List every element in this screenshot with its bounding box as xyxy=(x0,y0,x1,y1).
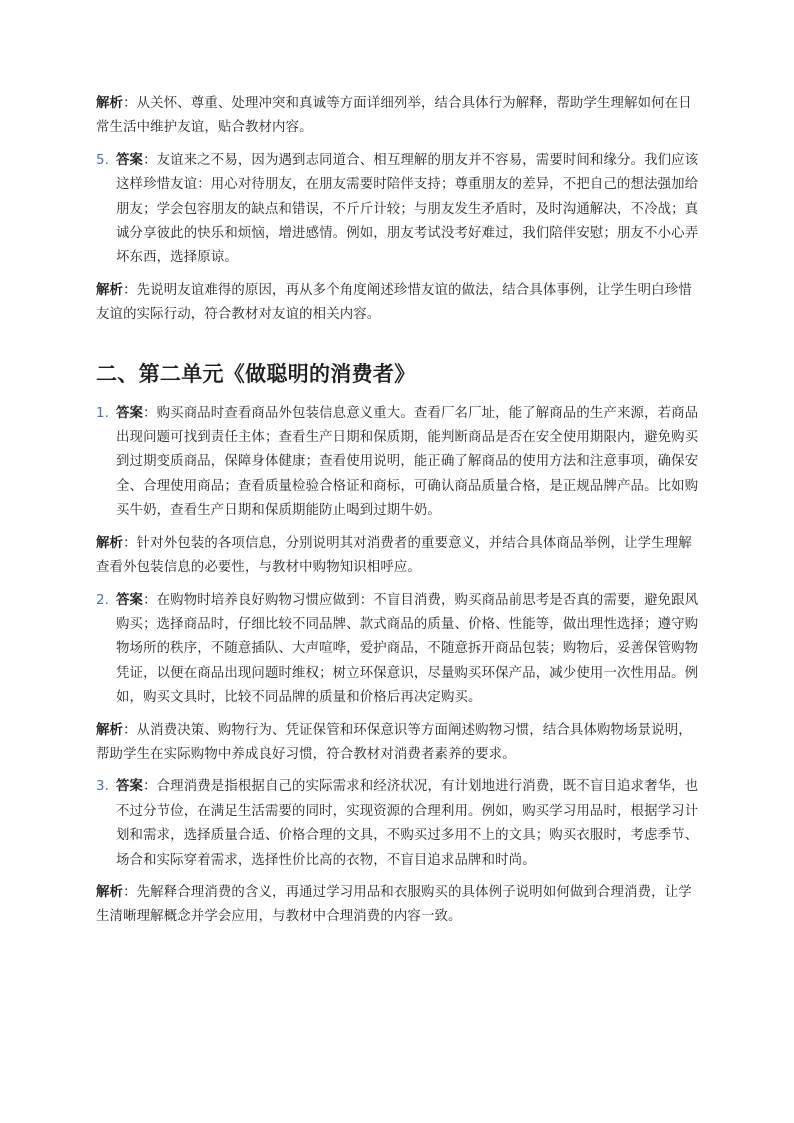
analysis-label: 解析 xyxy=(96,535,124,551)
analysis-text: ：先解释合理消费的含义，再通过学习用品和衣服购买的具体例子说明如何做到合理消费，让学生清晰理解概念并学会应用，与教材中合理消费的内容一致。 xyxy=(96,884,692,925)
answer-item xyxy=(96,402,700,524)
list-number: 2. xyxy=(96,592,110,608)
list-number: 1. xyxy=(96,405,110,421)
analysis-text: ：先说明友谊难得的原因，再从多个角度阐述珍惜友谊的做法，结合具体事例，让学生明白珍惜友谊的实际行动，符合教材对友谊的相关内容。 xyxy=(96,282,692,323)
answer-text: ：友谊来之不易，因为遇到志同道合、相互理解的朋友并不容易，需要时间和缘分。我们应该这样珍惜友谊：用心对待朋友，在朋友需要时陪伴支持；尊重朋友的差异，不把自己的想法强加给朋友；学会包容朋友的缺点和错误，不斤斤计较；与朋友发生矛盾时，及时沟通解决，不冷战；真诚分享彼此的快乐和烦恼，增进感情。例如，朋友考试没考好难过，我们陪伴安慰；朋友不小心弄坏东西，选择原谅。 xyxy=(116,152,699,266)
analysis-paragraph xyxy=(96,92,700,141)
analysis-text: ：从关怀、尊重、处理冲突和真诚等方面详细列举，结合具体行为解释，帮助学生理解如何在日常生活中维护友谊，贴合教材内容。 xyxy=(96,96,692,136)
answer-label: 答案 xyxy=(116,779,144,795)
answer-label: 答案 xyxy=(116,405,144,421)
answer-text: ：购买商品时查看商品外包装信息意义重大。查看厂名厂址，能了解商品的生产来源，若商品出现问题可找到责任主体；查看生产日期和保质期，能判断商品是否在安全使用期限内，避免购买到过期变质商品，保障身体健康；查看使用说明，能正确了解商品的使用方法和注意事项，确保安全、合理使用商品；查看质量检验合格证和商标，可确认商品质量合格，是正规品牌产品。比如购买牛奶，查看生产日期和保质期能防止喝到过期牛奶。 xyxy=(116,405,699,519)
answer-label: 答案 xyxy=(116,592,144,608)
analysis-text: ：从消费决策、购物行为、凭证保管和环保意识等方面阐述购物习惯，结合具体购物场景说明，帮助学生在实际购物中养成良好习惯，符合教材对消费者素养的要求。 xyxy=(96,722,692,762)
analysis-paragraph xyxy=(96,279,700,328)
analysis-paragraph xyxy=(96,881,700,930)
analysis-paragraph xyxy=(96,532,700,581)
answer-item xyxy=(96,589,700,711)
list-number: 3. xyxy=(96,779,110,795)
list-number: 5. xyxy=(96,152,110,168)
analysis-text: ：针对外包装的各项信息，分别说明其对消费者的重要意义，并结合具体商品举例，让学生理解查看外包装信息的必要性，与教材中购物知识相呼应。 xyxy=(96,535,692,576)
answer-label: 答案 xyxy=(116,152,144,168)
analysis-label: 解析 xyxy=(96,884,124,900)
section-heading: 二、第二单元《做聪明的消费者》 xyxy=(96,361,416,386)
analysis-label: 解析 xyxy=(96,96,124,111)
analysis-paragraph xyxy=(96,719,700,768)
answer-text: ：在购物时培养良好购物习惯应做到：不盲目消费，购买商品前思考是否真的需要，避免跟风购买；选择商品时，仔细比较不同品牌、款式商品的质量、价格、性能等，做出理性选择；遵守购物场所的秩序，不随意插队、大声喧哗，爱护商品，不随意拆开商品包装；购物后，妥善保管购物凭证，以便在商品出现问题时维权；树立环保意识，尽量购买环保产品，减少使用一次性用品。例如，购买文具时，比较不同品牌的质量和价格后再决定购买。 xyxy=(116,592,699,706)
answer-text: ：合理消费是指根据自己的实际需求和经济状况，有计划地进行消费，既不盲目追求奢华，也不过分节俭，在满足生活需要的同时，实现资源的合理利用。例如，购买学习用品时，根据学习计划和需求，选择质量合适、价格合理的文具，不购买过多用不上的文具；购买衣服时，考虑季节、场合和实际穿着需求，选择性价比高的衣物，不盲目追求品牌和时尚。 xyxy=(116,779,699,868)
answer-item xyxy=(96,149,700,271)
analysis-label: 解析 xyxy=(96,722,124,738)
answer-item xyxy=(96,775,700,873)
analysis-label: 解析 xyxy=(96,282,124,298)
